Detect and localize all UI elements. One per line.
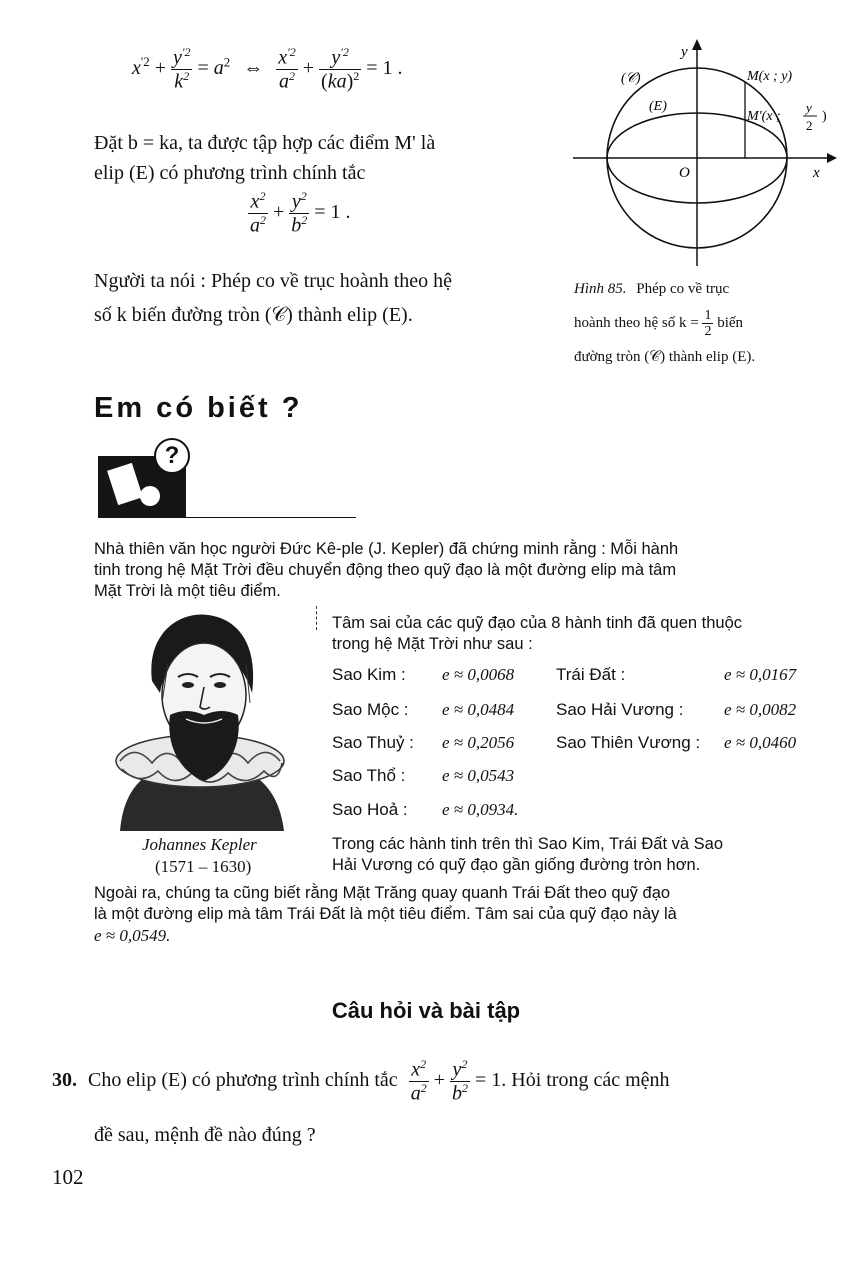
para1-line2: elip (E) có phương trình chính tắc [94,162,366,184]
intro-line1: Nhà thiên văn học người Đức Kê-ple (J. Kepler) đã chứng minh rằng : Mỗi hành [94,540,679,558]
label-c: (𝒞) [621,71,641,86]
portrait-separator [316,606,317,630]
caption-line1: Phép co về trục [636,281,730,297]
paragraph-ellipse-definition [94,128,544,188]
moon-line1: Ngoài ra, chúng ta cũng biết rằng Mặt Trăng quay quanh Trái Đất theo quỹ đạo [94,884,671,902]
label-mprime-frac-num: y [806,100,812,115]
eccentricity-intro [332,613,840,655]
y-axis-arrow-icon [692,39,702,50]
exercises-title: Câu hỏi và bài tập [331,998,521,1023]
figure-85-caption [574,272,822,374]
section-underline [186,517,356,518]
reader-figure-icon [107,463,143,505]
label-mprime: M'(x ; [747,109,781,124]
label-y: y [681,44,688,60]
equivalence-arrow: ⇔ [243,56,264,79]
caption-line2a: hoành theo hệ số k = [574,315,699,331]
caption-frac-num: 1 [704,308,712,324]
portrait-caption-years: (1571 – 1630) [155,857,252,876]
para2-line1: Người ta nói : Phép co về trục hoành theo hệ [94,270,452,292]
moon-paragraph [94,883,839,946]
caption-line2b: biến [717,315,744,331]
para2-line2: số k biến đường tròn (𝒞) thành elip (E). [94,304,413,326]
section-title-em-co-biet: Em có biết ? [94,392,303,424]
planet-row: Sao Kim : e ≈ 0,0068 [332,665,515,684]
planet-row: Sao Thổ : e ≈ 0,0543 [332,766,515,785]
ecc-intro-line1: Tâm sai của các quỹ đạo của 8 hành tinh đã quen thuộc [332,614,743,632]
moon-line2: là một đường elip mà tâm Trái Đất là một tiêu điểm. Tâm sai của quỹ đạo này là [94,905,677,923]
caption-line3: đường tròn (𝒞) thành elip (E). [574,349,756,365]
planet-row: Sao Hoả : e ≈ 0,0934. [332,800,519,819]
caption-number: Hình 85. [574,281,627,297]
intro-line3: Mặt Trời là một tiêu điểm. [94,582,281,600]
conclusion-line1: Trong các hành tinh trên thì Sao Kim, Trái Đất và Sao [332,835,724,853]
label-o: O [679,165,690,181]
label-m: M(x ; y) [747,69,793,84]
ellipse-equation: $\frac{x^2}{a^2}$ + $\frac{y^2}{b^2}$ = 1 . [250,189,351,237]
exercise-text-after: = 1. Hỏi trong các mệnh [474,1068,670,1091]
conclusion-line2: Hải Vương có quỹ đạo gần giống đường tròn hơn. [332,856,701,874]
kepler-intro [94,539,839,602]
planet-row: Trái Đất : e ≈ 0,0167 [556,665,797,684]
exercise-30-line2: đề sau, mệnh đề nào đúng ? [94,1124,316,1146]
planet-conclusion [332,834,840,876]
label-mprime-close: ) [822,109,827,124]
intro-line2: tinh trong hệ Mặt Trời đều chuyển động theo quỹ đạo là một đường elip mà tâm [94,561,677,579]
figure-85-diagram [565,36,840,276]
moon-line3: e ≈ 0,0549. [94,926,171,945]
label-x: x [813,165,820,181]
x-axis-arrow-icon [827,153,837,163]
exercise-30: 30. Cho elip (E) có phương trình chính tắc $\frac{x^2}{a^2}$ + $\frac{y^2}{b^2}$ = 1. Hỏi trong các mệnh [52,1057,670,1105]
page-number: 102 [52,1165,84,1189]
caption-frac-den: 2 [704,324,712,340]
ecc-intro-line2: trong hệ Mặt Trời như sau : [332,635,533,653]
para1-line1: Đặt b = ka, ta được tập hợp các điểm M' là [94,132,436,154]
top-formula: $x^{'2}$ + $\frac{y^{'2}}{k^2}$ = $a^2$ ⇔ $\frac{x^{'2}}{a^2}$ + $\frac{y^{'2}}{(ka)^2}$ = 1 . [132,45,403,93]
question-bubble-icon: ? [154,438,190,474]
kepler-portrait [100,603,300,831]
label-e: (E) [649,99,667,114]
planet-row: Sao Thiên Vương : e ≈ 0,0460 [556,733,797,752]
planet-row: Sao Mộc : e ≈ 0,0484 [332,700,515,719]
label-mprime-frac-den: 2 [806,118,813,133]
paragraph-compression [94,266,544,330]
exercise-text-before: Cho elip (E) có phương trình chính tắc [88,1068,398,1091]
portrait-caption-name: Johannes Kepler [142,835,257,854]
did-you-know-icon [98,442,186,518]
planet-row: Sao Hải Vương : e ≈ 0,0082 [556,700,797,719]
exercise-number: 30. [52,1068,77,1091]
planet-row: Sao Thuỷ : e ≈ 0,2056 [332,733,515,752]
